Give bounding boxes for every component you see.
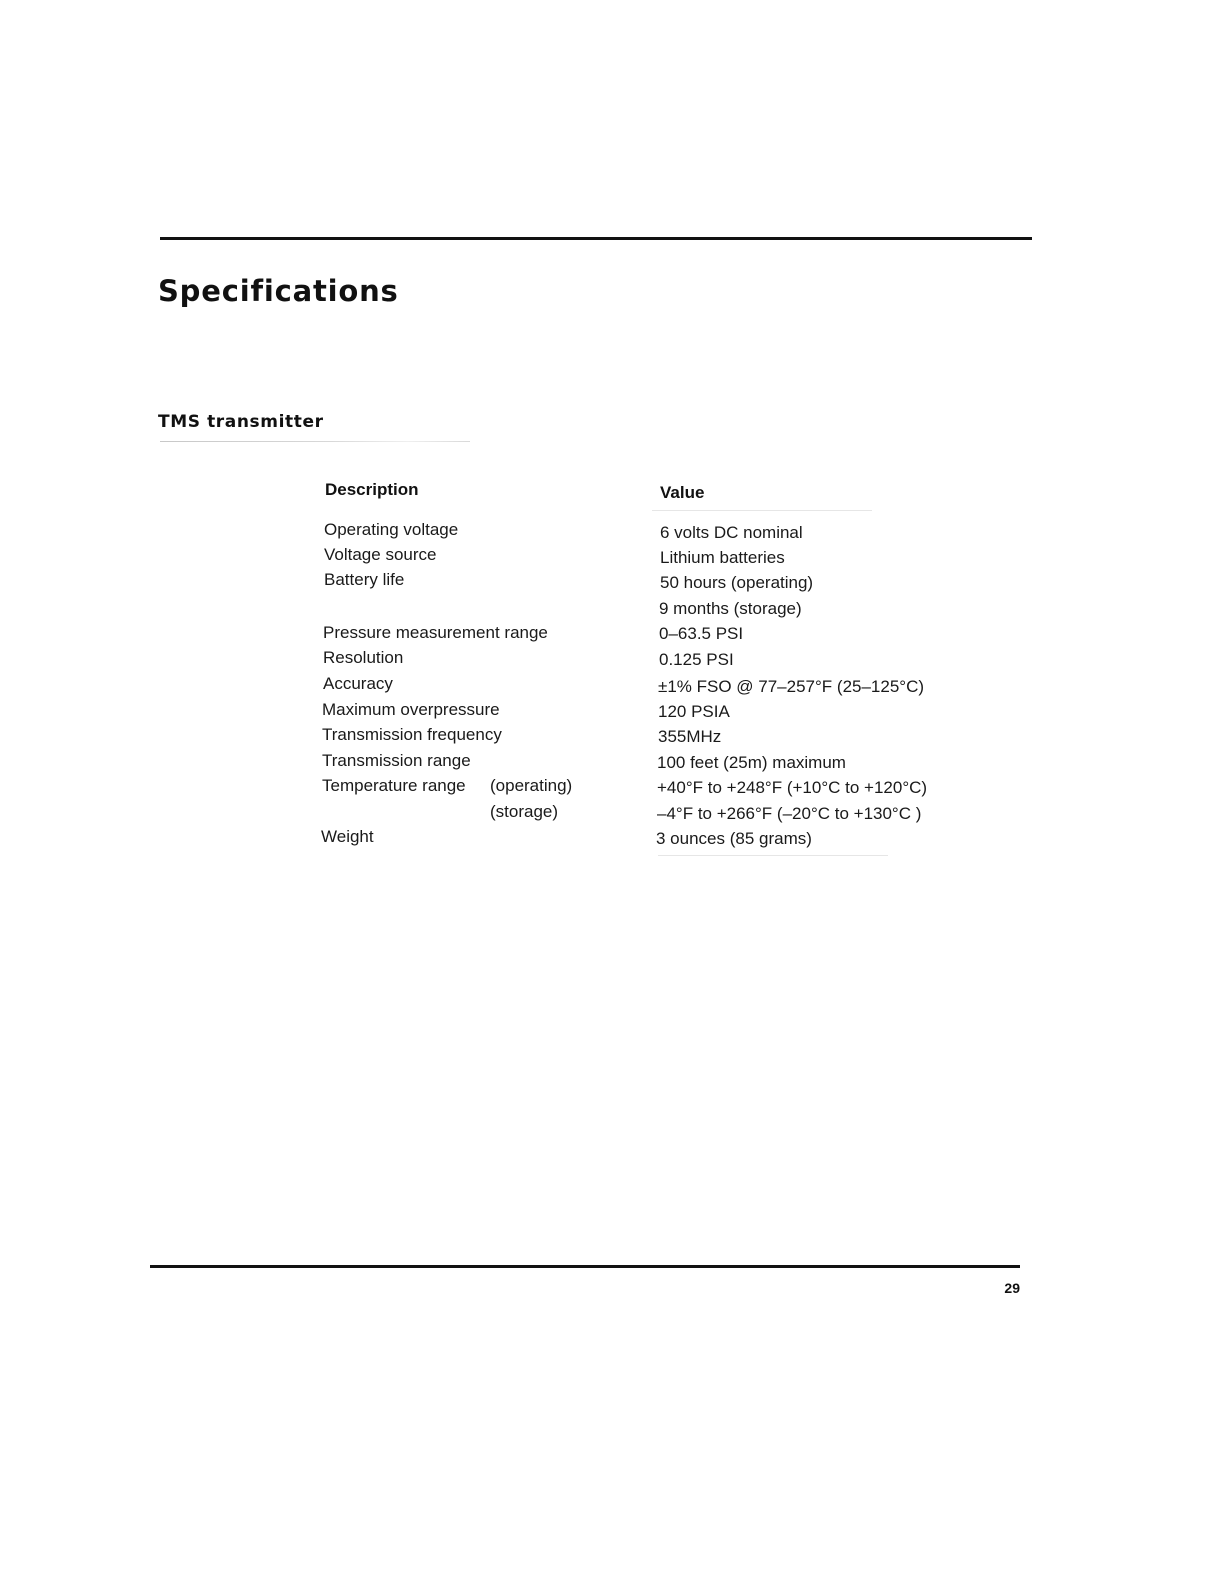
top-rule bbox=[160, 237, 1032, 240]
column-header-description: Description bbox=[325, 480, 419, 499]
spec-value: –4°F to +266°F (–20°C to +130°C ) bbox=[657, 804, 922, 823]
spec-value: 6 volts DC nominal bbox=[660, 523, 803, 542]
spec-value: 100 feet (25m) maximum bbox=[657, 753, 846, 772]
scan-speckle bbox=[652, 510, 872, 511]
spec-description: Transmission range bbox=[322, 751, 471, 770]
spec-value: 120 PSIA bbox=[658, 702, 730, 721]
column-header-value: Value bbox=[660, 483, 705, 502]
spec-value: 355MHz bbox=[658, 727, 722, 746]
spec-value: 9 months (storage) bbox=[659, 599, 802, 618]
page-title: Specifications bbox=[158, 274, 399, 308]
page-number: 29 bbox=[1004, 1280, 1020, 1296]
spec-description: Operating voltage bbox=[324, 520, 459, 539]
spec-description: Transmission frequency bbox=[322, 725, 502, 744]
spec-value: ±1% FSO @ 77–257°F (25–125°C) bbox=[658, 677, 925, 696]
spec-qualifier: (storage) bbox=[490, 802, 559, 821]
spec-value: 3 ounces (85 grams) bbox=[656, 829, 812, 848]
spec-value: 0–63.5 PSI bbox=[659, 624, 744, 643]
spec-value: +40°F to +248°F (+10°C to +120°C) bbox=[657, 778, 928, 797]
spec-value: 0.125 PSI bbox=[659, 650, 734, 669]
spec-value: Lithium batteries bbox=[660, 548, 785, 567]
spec-description: Voltage source bbox=[324, 545, 437, 564]
section-title: TMS transmitter bbox=[158, 412, 324, 432]
spec-qualifier: (operating) bbox=[490, 776, 573, 795]
spec-description: Weight bbox=[321, 827, 374, 846]
spec-description: Resolution bbox=[323, 648, 404, 667]
spec-description: Maximum overpressure bbox=[322, 700, 500, 719]
bottom-rule bbox=[150, 1265, 1020, 1268]
scan-speckle bbox=[658, 855, 888, 856]
spec-description: Accuracy bbox=[323, 674, 393, 693]
section-underline bbox=[160, 441, 470, 442]
spec-value: 50 hours (operating) bbox=[660, 573, 814, 592]
spec-description: Pressure measurement range bbox=[323, 623, 548, 642]
spec-description: Battery life bbox=[324, 570, 405, 589]
spec-description: Temperature range bbox=[322, 776, 466, 795]
